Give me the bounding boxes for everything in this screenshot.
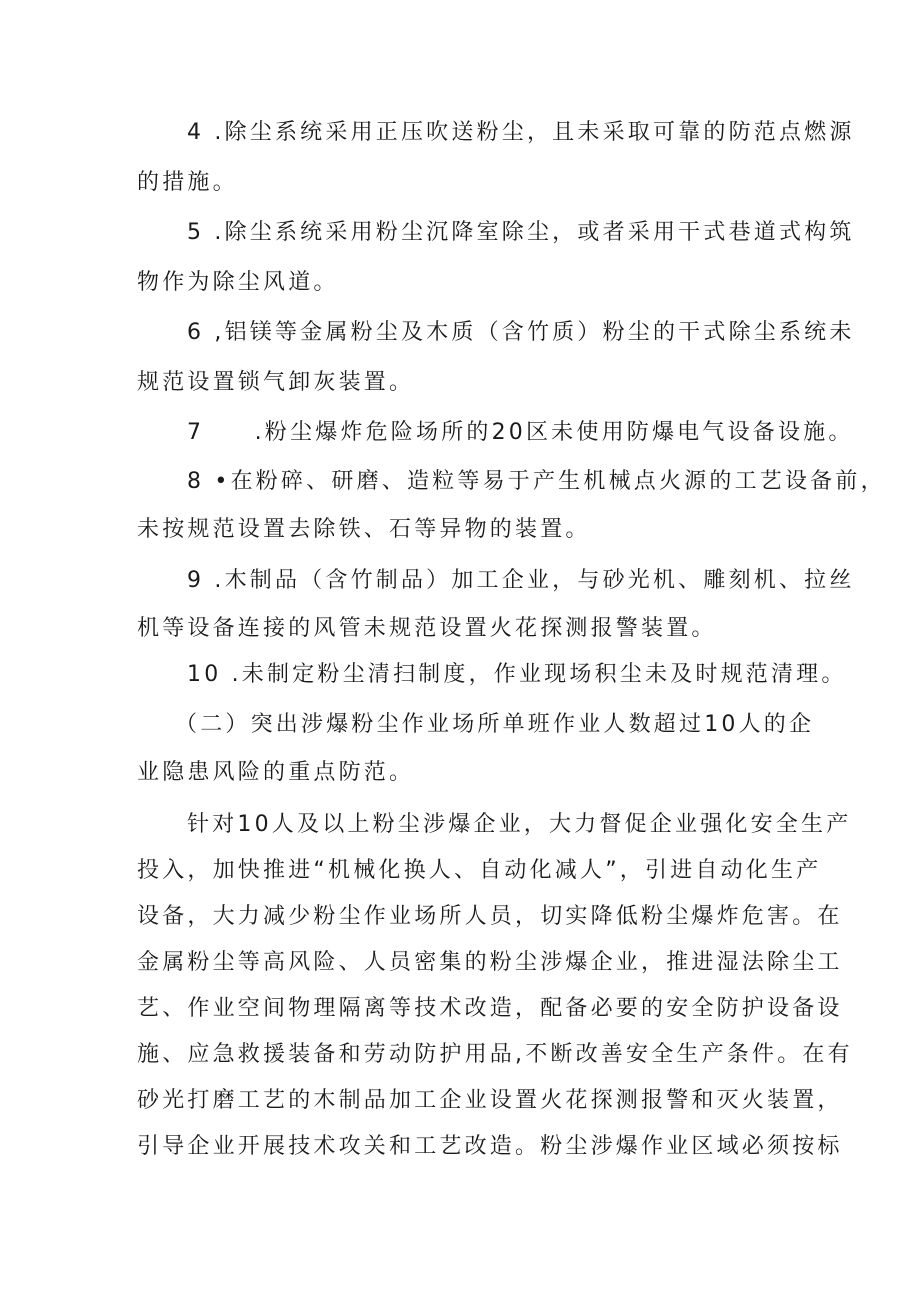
body-line-7: 砂光打磨工艺的木制品加工企业设置火花探测报警和灭火装置， (137, 1088, 843, 1113)
body-line-3: 设备，大力减少粉尘作业场所人员，切实降低粉尘爆炸危害。在 (137, 904, 843, 929)
item-4-line-2: 的措施。 (137, 170, 238, 195)
item-7-line-1: 7 .粉尘爆炸危险场所的20区未使用防爆电气设备设施。 (187, 420, 854, 445)
body-line-5: 艺、作业空间物理隔离等技术改造，配备必要的安全防护设备设 (137, 996, 843, 1021)
item-6-line-1: 6 ,铝镁等金属粉尘及木质（含竹质）粉尘的干式除尘系统未 (187, 320, 855, 345)
item-6-line-2: 规范设置锁气卸灰装置。 (137, 370, 415, 395)
item-9-line-1: 9 .木制品（含竹制品）加工企业，与砂光机、雕刻机、拉丝 (187, 568, 855, 593)
item-9-line-2: 机等设备连接的风管未规范设置火花探测报警装置。 (137, 616, 717, 641)
item-8-line-1: 8 •在粉碎、研磨、造粒等易于产生机械点火源的工艺设备前， (187, 469, 886, 494)
item-4-line-1: 4 .除尘系统采用正压吹送粉尘，且未采取可靠的防范点燃源 (187, 120, 855, 145)
body-line-2: 投入，加快推进“机械化换人、自动化减人”，引进自动化生产 (137, 858, 822, 883)
section-heading-line-1: （二）突出涉爆粉尘作业场所单班作业人数超过10人的企 (175, 712, 815, 737)
body-line-1: 针对10人及以上粉尘涉爆企业，大力督促企业强化安全生产 (187, 812, 852, 837)
item-5-line-2: 物作为除尘风道。 (137, 270, 339, 295)
body-line-8: 引导企业开展技术攻关和工艺改造。粉尘涉爆作业区域必须按标 (137, 1134, 843, 1159)
item-8-line-2: 未按规范设置去除铁、石等异物的装置。 (137, 517, 591, 542)
body-line-4: 金属粉尘等高风险、人员密集的粉尘涉爆企业，推进湿法除尘工 (137, 950, 843, 975)
body-line-6: 施、应急救援装备和劳动防护用品,不断改善安全生产条件。在有 (137, 1042, 853, 1067)
section-heading-line-2: 业隐患风险的重点防范。 (137, 760, 415, 785)
item-10-line-1: 10 .未制定粉尘清扫制度，作业现场积尘未及时规范清理。 (187, 662, 847, 687)
item-5-line-1: 5 .除尘系统采用粉尘沉降室除尘，或者采用干式巷道式构筑 (187, 220, 855, 245)
